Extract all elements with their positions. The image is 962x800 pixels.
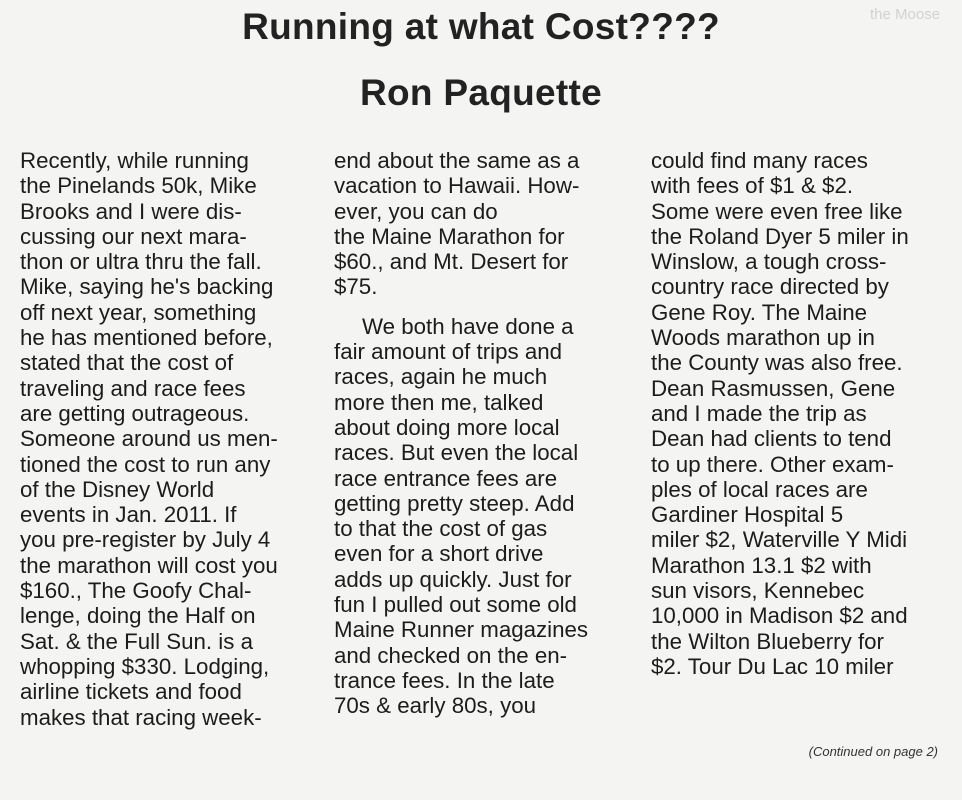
text-line: adds up quickly. Just for — [334, 566, 572, 592]
text-line: are getting outrageous. — [20, 400, 250, 426]
text-line: to that the cost of gas — [334, 516, 548, 542]
text-line: makes that racing week- — [20, 704, 262, 730]
text-line: races. But even the local — [334, 440, 579, 466]
text-line: even for a short drive — [334, 541, 544, 567]
text-line: Brooks and I were dis- — [20, 198, 242, 224]
text-line: $160., The Goofy Chal- — [20, 578, 252, 604]
text-line: Dean had clients to tend — [651, 426, 892, 452]
text-line: race entrance fees are — [334, 465, 558, 491]
text-line: more then me, talked — [334, 389, 544, 415]
text-line: ples of local races are — [651, 476, 868, 502]
text-line: the Roland Dyer 5 miler in — [651, 223, 909, 249]
text-line: the marathon will cost you — [20, 552, 278, 578]
article-column-2 — [334, 148, 634, 719]
text-line: sun visors, Kennebec — [651, 578, 865, 604]
text-line: end about the same as a — [334, 148, 580, 173]
text-line: Marathon 13.1 $2 with — [651, 552, 872, 578]
text-line: 10,000 in Madison $2 and — [651, 603, 908, 629]
text-line: the County was also free. — [651, 350, 903, 376]
text-line: to up there. Other exam- — [651, 451, 894, 477]
text-line: events in Jan. 2011. If — [20, 502, 237, 528]
article-column-1 — [20, 148, 310, 730]
text-line: $2. Tour Du Lac 10 miler — [651, 653, 894, 679]
text-line: stated that the cost of — [20, 350, 234, 376]
text-line: the Maine Marathon for — [334, 223, 565, 249]
text-line: Some were even free like — [651, 198, 903, 224]
text-line: miler $2, Waterville Y Midi — [651, 527, 908, 553]
text-line: about doing more local — [334, 414, 560, 440]
text-line: Mike, saying he's backing — [20, 274, 274, 300]
text-line: Maine Runner magazines — [334, 617, 589, 643]
text-line: off next year, something — [20, 299, 257, 325]
text-line: races, again he much — [334, 364, 548, 390]
text-line: vacation to Hawaii. How- — [334, 173, 580, 199]
text-line: trance fees. In the late — [334, 667, 555, 693]
article-column-3 — [651, 148, 951, 679]
text-line: airline tickets and food — [20, 679, 242, 705]
text-line: and checked on the en- — [334, 642, 568, 668]
text-line: Someone around us men- — [20, 426, 278, 452]
text-line: Recently, while running — [20, 148, 249, 173]
text-line: country race directed by — [651, 274, 889, 300]
text-line: Gene Roy. The Maine — [651, 299, 868, 325]
text-line: of the Disney World — [20, 476, 215, 502]
text-line: lenge, doing the Half on — [20, 603, 256, 629]
text-line: and I made the trip as — [651, 400, 867, 426]
article-author: Ron Paquette — [359, 72, 603, 113]
text-line: the Wilton Blueberry for — [651, 628, 884, 654]
text-line: you pre-register by July 4 — [20, 527, 271, 553]
text-line: fair amount of trips and — [334, 339, 563, 365]
text-line: cussing our next mara- — [20, 223, 247, 249]
text-line: Woods marathon up in — [651, 325, 875, 351]
continued-note: (Continued on page 2) — [808, 744, 938, 759]
text-line: We both have done a — [362, 313, 574, 339]
text-line: fun I pulled out some old — [334, 592, 577, 618]
text-line: Sat. & the Full Sun. is a — [20, 628, 253, 654]
text-line: with fees of $1 & $2. — [651, 173, 854, 199]
article-title: Running at what Cost???? — [242, 6, 720, 47]
text-line: $75. — [334, 274, 378, 300]
text-line: Winslow, a tough cross- — [651, 249, 887, 275]
text-line: ever, you can do — [334, 198, 498, 224]
text-line: thon or ultra thru the fall. — [20, 249, 262, 275]
text-line: tioned the cost to run any — [20, 451, 271, 477]
text-line: traveling and race fees — [20, 375, 246, 401]
text-line: could find many races — [651, 148, 868, 173]
text-line: whopping $330. Lodging, — [20, 653, 270, 679]
text-line: $60., and Mt. Desert for — [334, 249, 569, 275]
text-line: Dean Rasmussen, Gene — [651, 375, 896, 401]
text-line: he has mentioned before, — [20, 325, 273, 351]
text-line: Gardiner Hospital 5 — [651, 502, 844, 528]
text-line: the Pinelands 50k, Mike — [20, 173, 257, 199]
text-line: 70s & early 80s, you — [334, 693, 537, 719]
text-line: getting pretty steep. Add — [334, 490, 575, 516]
